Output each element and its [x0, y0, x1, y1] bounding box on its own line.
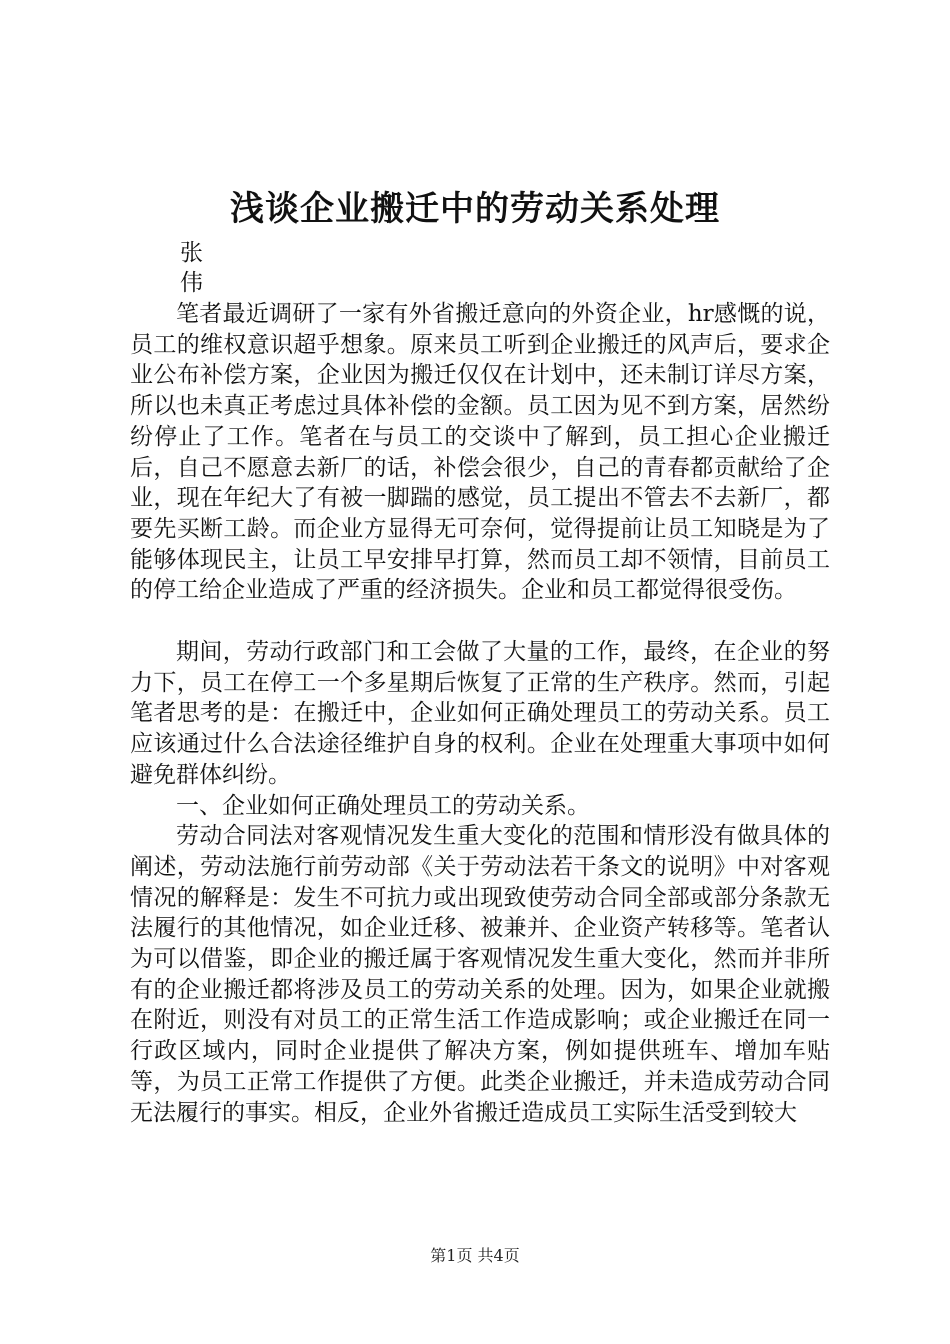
page-footer: 第1页 共4页 [430, 1246, 520, 1265]
section-heading-1: 一、企业如何正确处理员工的劳动关系。 [176, 792, 590, 819]
article-body [130, 299, 830, 1128]
document-title: 浅谈企业搬迁中的劳动关系处理 [230, 189, 720, 229]
paragraph-2: 期间，劳动行政部门和工会做了大量的工作，最终，在企业的努力下，员工在停工一个多星期后恢复了正常的生产秩序。然而，引起笔者思考的是：在搬迁中，企业如何正确处理员工的劳动关系。员工应该通过什么合法途径维护自身的权利。企业在处理重大事项中如何避免群体纠纷。 [130, 639, 830, 788]
paragraph-3: 劳动合同法对客观情况发生重大变化的范围和情形没有做具体的阐述，劳动法施行前劳动部《关于劳动法若干条文的说明》中对客观情况的解释是：发生不可抗力或出现致使劳动合同全部或部分条款无法履行的其他情况，如企业迁移、被兼并、企业资产转移等。笔者认为可以借鉴，即企业的搬迁属于客观情况发生重大变化，然而并非所有的企业搬迁都将涉及员工的劳动关系的处理。因为，如果企业就搬在附近，则没有对员工的正常生活工作造成影响；或企业搬迁在同一行政区域内，同时企业提供了解决方案，例如提供班车、增加车贴等，为员工正常工作提供了方便。此类企业搬迁，并未造成劳动合同无法履行的事实。相反，企业外省搬迁造成员工实际生活受到较大 [130, 823, 830, 1126]
author-name-line-2: 伟 [180, 270, 203, 296]
paragraph-1: 笔者最近调研了一家有外省搬迁意向的外资企业，hr感慨的说，员工的维权意识超乎想象。原来员工听到企业搬迁的风声后，要求企业公布补偿方案，企业因为搬迁仅仅在计划中，还未制订详尽方案，所以也未真正考虑过具体补偿的金额。员工因为见不到方案，居然纷纷停止了工作。笔者在与员工的交谈中了解到，员工担心企业搬迁后，自己不愿意去新厂的话，补偿会很少，自己的青春都贡献给了企业，现在年纪大了有被一脚踹的感觉，员工提出不管去不去新厂，都要先买断工龄。而企业方显得无可奈何，觉得提前让员工知晓是为了能够体现民主，让员工早安排早打算，然而员工却不领情，目前员工的停工给企业造成了严重的经济损失。企业和员工都觉得很受伤。 [130, 301, 830, 604]
paragraph-spacer [130, 606, 830, 637]
author-name-line-1: 张 [180, 240, 203, 266]
